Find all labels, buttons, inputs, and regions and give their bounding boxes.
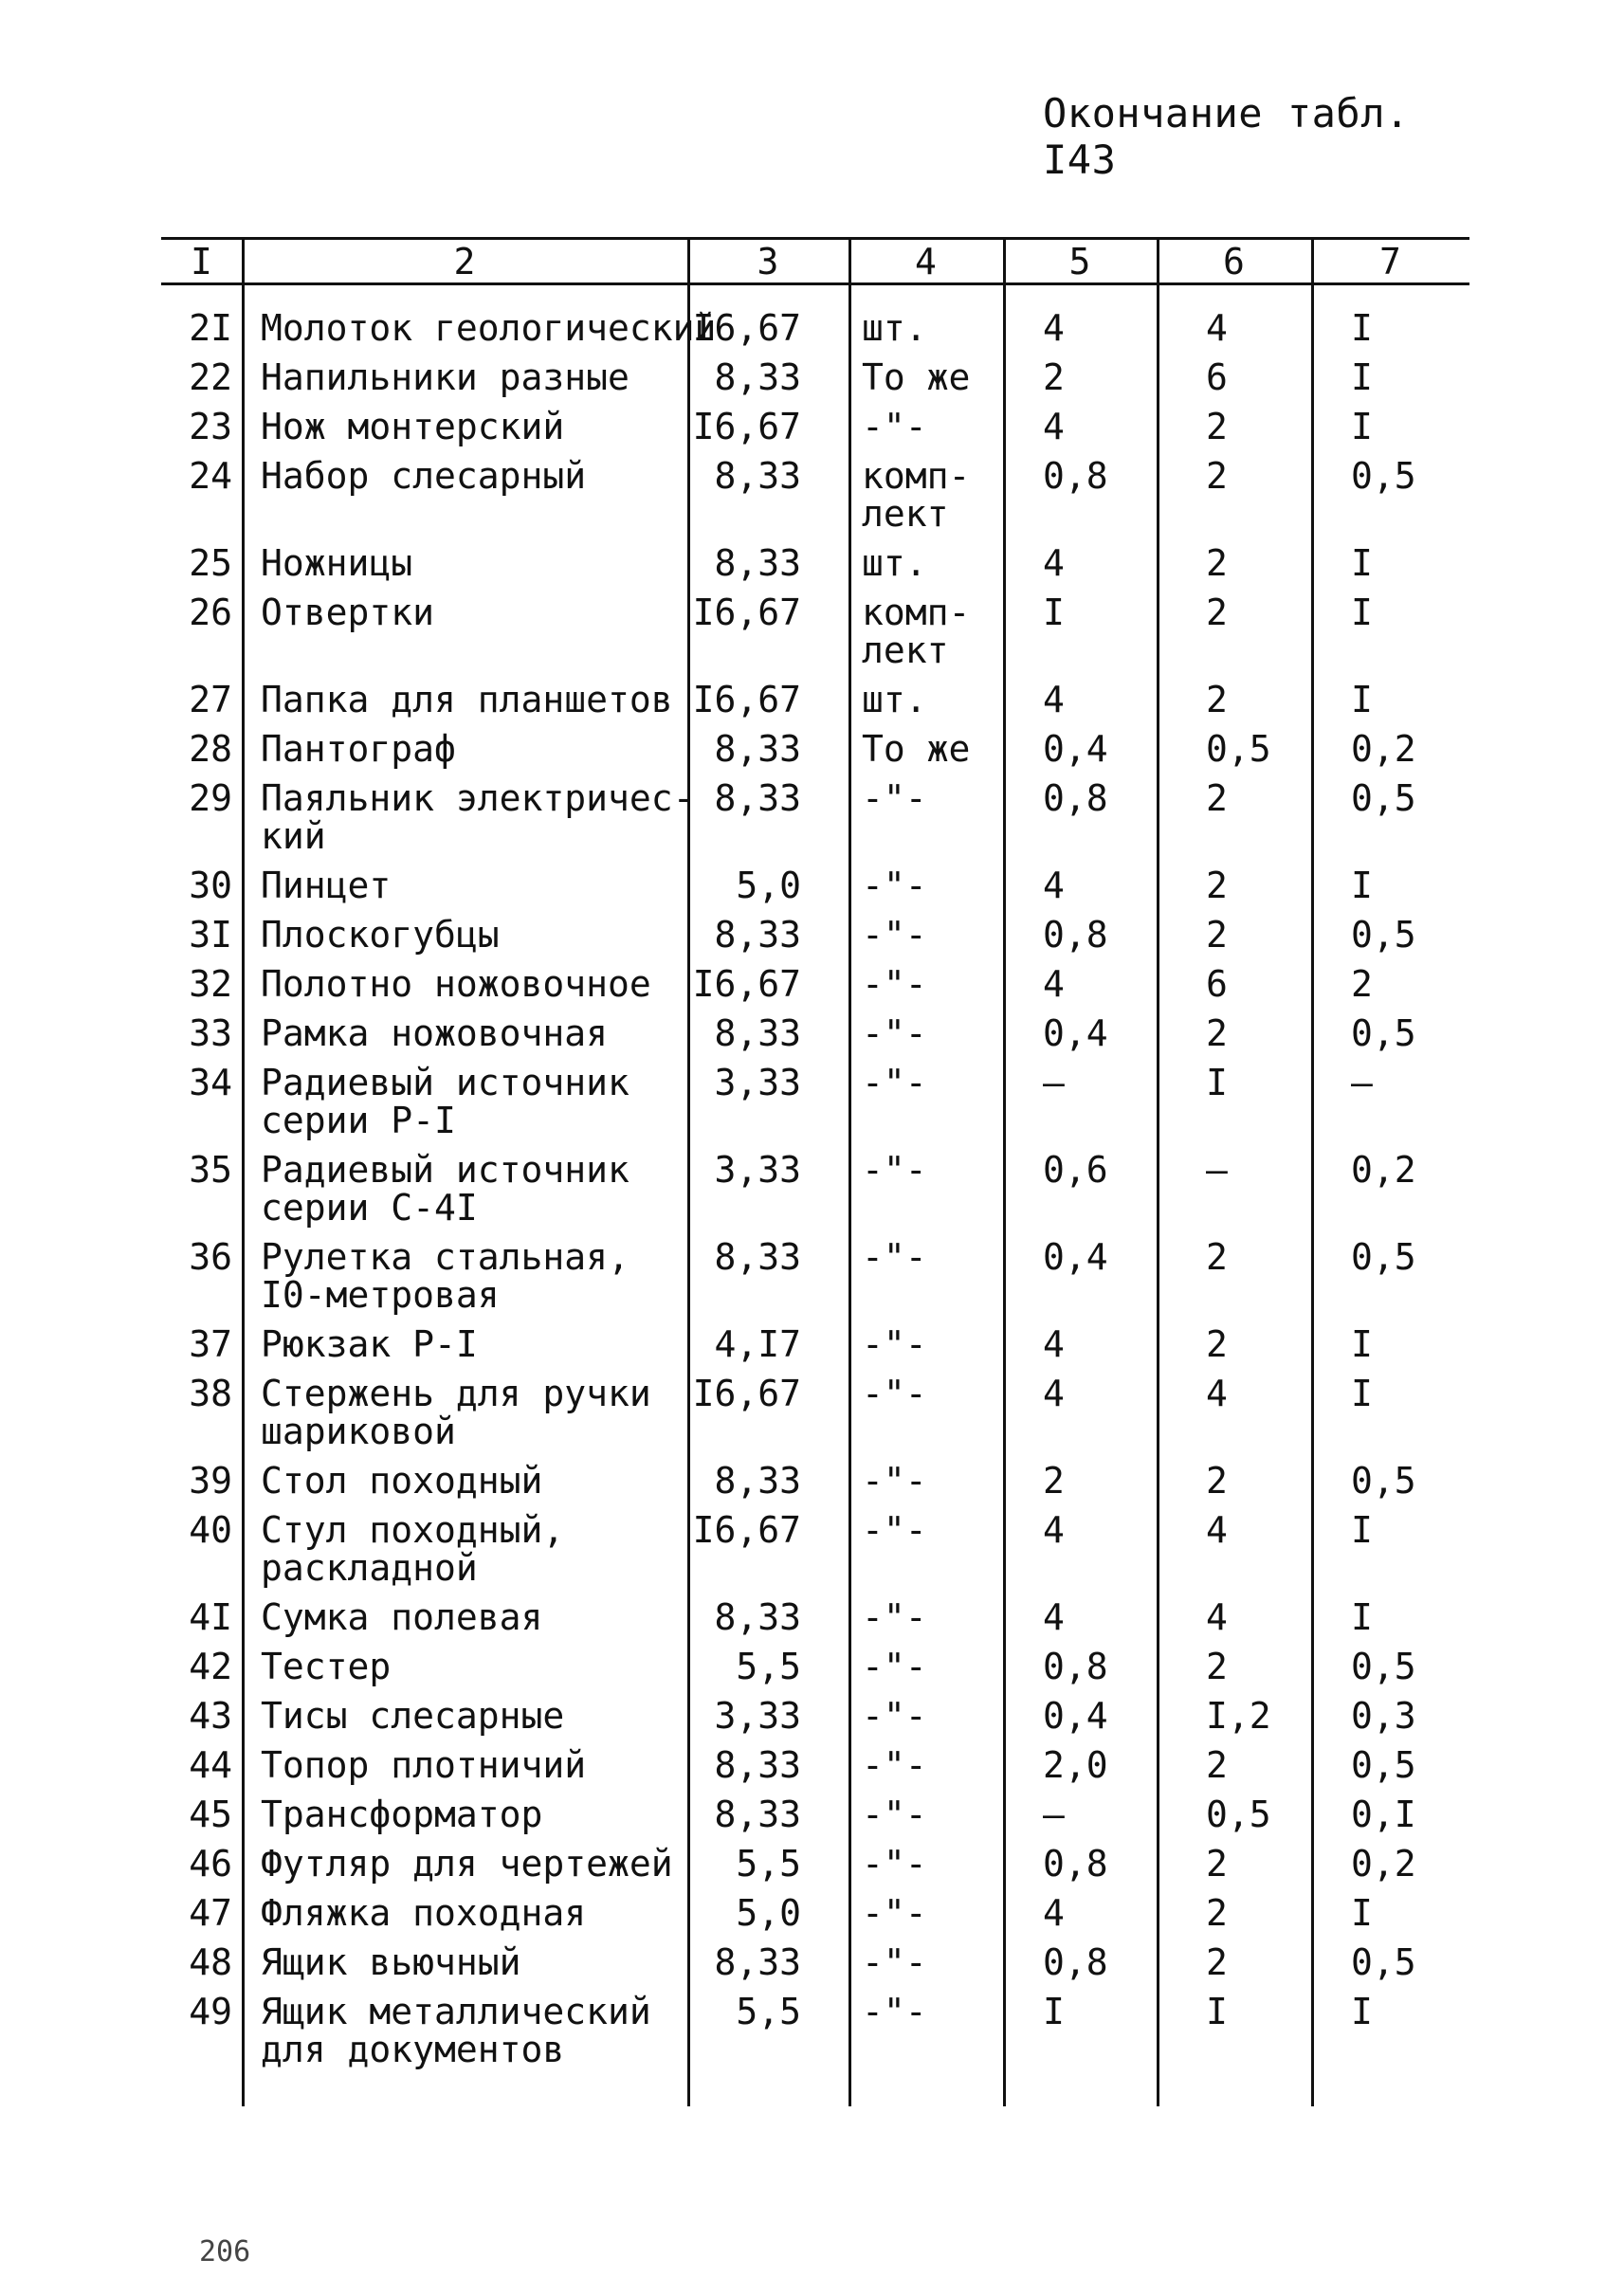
- value-col5: 4: [1043, 865, 1065, 906]
- table-caption: Окончание табл. I43: [1043, 90, 1410, 183]
- row-number: 43: [189, 1695, 232, 1737]
- row-number: 39: [189, 1460, 232, 1502]
- value-col7: I: [1351, 1509, 1373, 1551]
- value-col5: 0,4: [1043, 1695, 1108, 1737]
- item-name: Набор слесарный: [261, 455, 587, 497]
- row-number: 32: [189, 963, 232, 1005]
- unit: шт.: [862, 679, 927, 720]
- value-col7: 0,3: [1351, 1695, 1416, 1737]
- page-number: 206: [199, 2235, 251, 2268]
- unit: -"-: [862, 1941, 927, 1983]
- value-col5: 4: [1043, 963, 1065, 1005]
- column-divider: [242, 237, 245, 2106]
- unit: -"-: [862, 1991, 927, 2032]
- column-header: 4: [915, 241, 937, 282]
- value-col5: 4: [1043, 406, 1065, 447]
- value-col3: 5,5: [736, 1991, 801, 2032]
- value-col7: I: [1351, 307, 1373, 349]
- value-col7: I: [1351, 406, 1373, 447]
- value-col5: 0,8: [1043, 1843, 1108, 1885]
- value-col3: 8,33: [714, 1596, 801, 1638]
- row-number: 25: [189, 542, 232, 584]
- value-col6: 2: [1206, 455, 1228, 497]
- value-col3: 8,33: [714, 1236, 801, 1278]
- value-col7: I: [1351, 356, 1373, 398]
- unit: -"-: [862, 1596, 927, 1638]
- unit: То же: [862, 356, 971, 398]
- value-col5: 0,4: [1043, 1236, 1108, 1278]
- value-col5: –: [1043, 1062, 1065, 1103]
- unit: -"-: [862, 1794, 927, 1835]
- value-col6: 4: [1206, 1373, 1228, 1414]
- value-col3: 8,33: [714, 1794, 801, 1835]
- unit: -"-: [862, 1509, 927, 1551]
- value-col3: I6,67: [692, 406, 801, 447]
- value-col6: 0,5: [1206, 728, 1271, 770]
- value-col7: 0,5: [1351, 1236, 1416, 1278]
- item-name: Рулетка стальная,: [261, 1236, 630, 1278]
- item-name: Пинцет: [261, 865, 392, 906]
- row-number: 29: [189, 777, 232, 819]
- column-header: I: [191, 241, 212, 282]
- value-col5: 2: [1043, 356, 1065, 398]
- value-col5: 0,8: [1043, 777, 1108, 819]
- item-name: Папка для планшетов: [261, 679, 673, 720]
- column-divider: [1003, 237, 1006, 2106]
- value-col6: I: [1206, 1991, 1228, 2032]
- column-header: 2: [453, 241, 476, 282]
- value-col7: 2: [1351, 963, 1373, 1005]
- row-number: 38: [189, 1373, 232, 1414]
- item-name: Тисы слесарные: [261, 1695, 565, 1737]
- item-name: для документов: [261, 2029, 565, 2070]
- unit: -"-: [862, 963, 927, 1005]
- unit: -"-: [862, 1149, 927, 1191]
- unit: -"-: [862, 1012, 927, 1054]
- value-col3: 8,33: [714, 728, 801, 770]
- value-col6: 2: [1206, 1843, 1228, 1885]
- value-col7: 0,I: [1351, 1794, 1416, 1835]
- item-name: шариковой: [261, 1411, 456, 1452]
- row-number: 37: [189, 1323, 232, 1365]
- value-col7: 0,5: [1351, 1646, 1416, 1687]
- value-col7: 0,5: [1351, 1460, 1416, 1502]
- value-col6: 4: [1206, 1596, 1228, 1638]
- value-col7: I: [1351, 1991, 1373, 2032]
- row-number: 23: [189, 406, 232, 447]
- value-col6: 2: [1206, 1323, 1228, 1365]
- column-divider: [1157, 237, 1159, 2106]
- value-col3: I6,67: [692, 1373, 801, 1414]
- value-col3: 8,33: [714, 356, 801, 398]
- value-col7: I: [1351, 679, 1373, 720]
- row-number: 24: [189, 455, 232, 497]
- top-rule: [161, 237, 1469, 240]
- column-divider: [1311, 237, 1314, 2106]
- row-number: 33: [189, 1012, 232, 1054]
- value-col3: 5,0: [736, 1892, 801, 1934]
- row-number: 22: [189, 356, 232, 398]
- value-col5: 4: [1043, 1323, 1065, 1365]
- value-col5: I: [1043, 592, 1065, 633]
- value-col5: 4: [1043, 1892, 1065, 1934]
- unit: -"-: [862, 1695, 927, 1737]
- value-col6: 2: [1206, 1744, 1228, 1786]
- value-col5: 2: [1043, 1460, 1065, 1502]
- value-col5: 0,8: [1043, 914, 1108, 956]
- value-col6: 2: [1206, 1460, 1228, 1502]
- unit: -"-: [862, 914, 927, 956]
- value-col6: 2: [1206, 777, 1228, 819]
- value-col5: 4: [1043, 542, 1065, 584]
- value-col7: 0,5: [1351, 455, 1416, 497]
- unit: шт.: [862, 542, 927, 584]
- value-col5: 4: [1043, 307, 1065, 349]
- value-col3: 8,33: [714, 1460, 801, 1502]
- value-col7: I: [1351, 1323, 1373, 1365]
- value-col3: 3,33: [714, 1062, 801, 1103]
- value-col6: 0,5: [1206, 1794, 1271, 1835]
- value-col6: I: [1206, 1062, 1228, 1103]
- value-col7: 0,5: [1351, 1941, 1416, 1983]
- value-col5: 0,6: [1043, 1149, 1108, 1191]
- value-col6: 4: [1206, 307, 1228, 349]
- row-number: 49: [189, 1991, 232, 2032]
- column-header: 6: [1223, 241, 1245, 282]
- value-col5: 4: [1043, 1596, 1065, 1638]
- item-name: Молоток геологический: [261, 307, 717, 349]
- item-name: раскладной: [261, 1547, 478, 1589]
- row-number: 47: [189, 1892, 232, 1934]
- item-name: Отвертки: [261, 592, 435, 633]
- row-number: 30: [189, 865, 232, 906]
- row-number: 34: [189, 1062, 232, 1103]
- item-name: Стул походный,: [261, 1509, 565, 1551]
- item-name: Напильники разные: [261, 356, 630, 398]
- row-number: 3I: [189, 914, 232, 956]
- unit: -"-: [862, 406, 927, 447]
- value-col3: I6,67: [692, 679, 801, 720]
- value-col3: I6,67: [692, 592, 801, 633]
- item-name: Плоскогубцы: [261, 914, 500, 956]
- row-number: 35: [189, 1149, 232, 1191]
- value-col7: I: [1351, 1596, 1373, 1638]
- value-col3: I6,67: [692, 307, 801, 349]
- row-number: 46: [189, 1843, 232, 1885]
- value-col5: 0,8: [1043, 1941, 1108, 1983]
- item-name: Тестер: [261, 1646, 392, 1687]
- value-col6: 2: [1206, 914, 1228, 956]
- value-col5: –: [1043, 1794, 1065, 1835]
- item-name: Рюкзак Р-I: [261, 1323, 478, 1365]
- row-number: 48: [189, 1941, 232, 1983]
- value-col6: I,2: [1206, 1695, 1271, 1737]
- value-col6: 2: [1206, 542, 1228, 584]
- value-col5: 0,4: [1043, 1012, 1108, 1054]
- value-col7: I: [1351, 1373, 1373, 1414]
- value-col6: 2: [1206, 1892, 1228, 1934]
- unit: -"-: [862, 1062, 927, 1103]
- item-name: Топор плотничий: [261, 1744, 587, 1786]
- value-col3: 3,33: [714, 1149, 801, 1191]
- unit: -"-: [862, 1744, 927, 1786]
- value-col3: 8,33: [714, 777, 801, 819]
- value-col5: 4: [1043, 1373, 1065, 1414]
- value-col6: 2: [1206, 865, 1228, 906]
- unit: -"-: [862, 1892, 927, 1934]
- row-number: 2I: [189, 307, 232, 349]
- item-name: Стол походный: [261, 1460, 543, 1502]
- unit: То же: [862, 728, 971, 770]
- item-name: Трансформатор: [261, 1794, 543, 1835]
- value-col7: 0,5: [1351, 1012, 1416, 1054]
- value-col3: 8,33: [714, 1012, 801, 1054]
- value-col3: 5,5: [736, 1843, 801, 1885]
- unit: -"-: [862, 1373, 927, 1414]
- value-col6: –: [1206, 1149, 1228, 1191]
- unit: комп-: [862, 592, 971, 633]
- value-col3: 8,33: [714, 1744, 801, 1786]
- value-col7: 0,2: [1351, 728, 1416, 770]
- item-name: Ящик металлический: [261, 1991, 651, 2032]
- item-name: серии Р-I: [261, 1100, 456, 1141]
- item-name: Ящик вьючный: [261, 1941, 521, 1983]
- value-col7: 0,5: [1351, 914, 1416, 956]
- value-col3: 4,I7: [714, 1323, 801, 1365]
- value-col7: I: [1351, 592, 1373, 633]
- item-name: серии С-4I: [261, 1187, 478, 1229]
- unit: -"-: [862, 777, 927, 819]
- header-rule: [161, 282, 1469, 285]
- unit: лект: [862, 629, 949, 671]
- row-number: 26: [189, 592, 232, 633]
- column-header: 5: [1068, 241, 1091, 282]
- value-col3: 8,33: [714, 542, 801, 584]
- item-name: Стержень для ручки: [261, 1373, 651, 1414]
- unit: -"-: [862, 1460, 927, 1502]
- value-col6: 2: [1206, 1236, 1228, 1278]
- row-number: 27: [189, 679, 232, 720]
- item-name: I0-метровая: [261, 1274, 500, 1316]
- value-col6: 2: [1206, 1941, 1228, 1983]
- value-col7: I: [1351, 865, 1373, 906]
- item-name: Футляр для чертежей: [261, 1843, 673, 1885]
- value-col3: 8,33: [714, 455, 801, 497]
- column-header: 7: [1379, 241, 1401, 282]
- value-col7: –: [1351, 1062, 1373, 1103]
- value-col5: 0,8: [1043, 1646, 1108, 1687]
- row-number: 4I: [189, 1596, 232, 1638]
- value-col7: 0,2: [1351, 1843, 1416, 1885]
- item-name: Фляжка походная: [261, 1892, 587, 1934]
- value-col5: 2,0: [1043, 1744, 1108, 1786]
- value-col3: 8,33: [714, 1941, 801, 1983]
- item-name: Нож монтерский: [261, 406, 565, 447]
- value-col5: 0,8: [1043, 455, 1108, 497]
- item-name: Радиевый источник: [261, 1149, 630, 1191]
- item-name: Радиевый источник: [261, 1062, 630, 1103]
- unit: -"-: [862, 1646, 927, 1687]
- item-name: Сумка полевая: [261, 1596, 543, 1638]
- row-number: 44: [189, 1744, 232, 1786]
- value-col6: 2: [1206, 592, 1228, 633]
- value-col6: 2: [1206, 679, 1228, 720]
- value-col3: 5,5: [736, 1646, 801, 1687]
- value-col3: I6,67: [692, 963, 801, 1005]
- value-col6: 6: [1206, 963, 1228, 1005]
- value-col3: 8,33: [714, 914, 801, 956]
- item-name: Рамка ножовочная: [261, 1012, 609, 1054]
- unit: -"-: [862, 865, 927, 906]
- row-number: 40: [189, 1509, 232, 1551]
- value-col5: 4: [1043, 1509, 1065, 1551]
- value-col7: I: [1351, 1892, 1373, 1934]
- item-name: Пантограф: [261, 728, 456, 770]
- value-col5: 4: [1043, 679, 1065, 720]
- row-number: 45: [189, 1794, 232, 1835]
- item-name: Полотно ножовочное: [261, 963, 651, 1005]
- unit: -"-: [862, 1323, 927, 1365]
- unit: лект: [862, 493, 949, 535]
- column-divider: [848, 237, 851, 2106]
- value-col6: 6: [1206, 356, 1228, 398]
- value-col6: 2: [1206, 1646, 1228, 1687]
- unit: шт.: [862, 307, 927, 349]
- item-name: кий: [261, 815, 326, 857]
- value-col5: I: [1043, 1991, 1065, 2032]
- value-col6: 4: [1206, 1509, 1228, 1551]
- value-col5: 0,4: [1043, 728, 1108, 770]
- value-col3: I6,67: [692, 1509, 801, 1551]
- value-col6: 2: [1206, 1012, 1228, 1054]
- row-number: 28: [189, 728, 232, 770]
- value-col3: 3,33: [714, 1695, 801, 1737]
- column-header: 3: [757, 241, 779, 282]
- unit: комп-: [862, 455, 971, 497]
- item-name: Ножницы: [261, 542, 413, 584]
- row-number: 42: [189, 1646, 232, 1687]
- value-col7: I: [1351, 542, 1373, 584]
- value-col3: 5,0: [736, 865, 801, 906]
- value-col7: 0,5: [1351, 1744, 1416, 1786]
- row-number: 36: [189, 1236, 232, 1278]
- value-col6: 2: [1206, 406, 1228, 447]
- unit: -"-: [862, 1843, 927, 1885]
- unit: -"-: [862, 1236, 927, 1278]
- value-col7: 0,2: [1351, 1149, 1416, 1191]
- value-col7: 0,5: [1351, 777, 1416, 819]
- item-name: Паяльник электричес-: [261, 777, 695, 819]
